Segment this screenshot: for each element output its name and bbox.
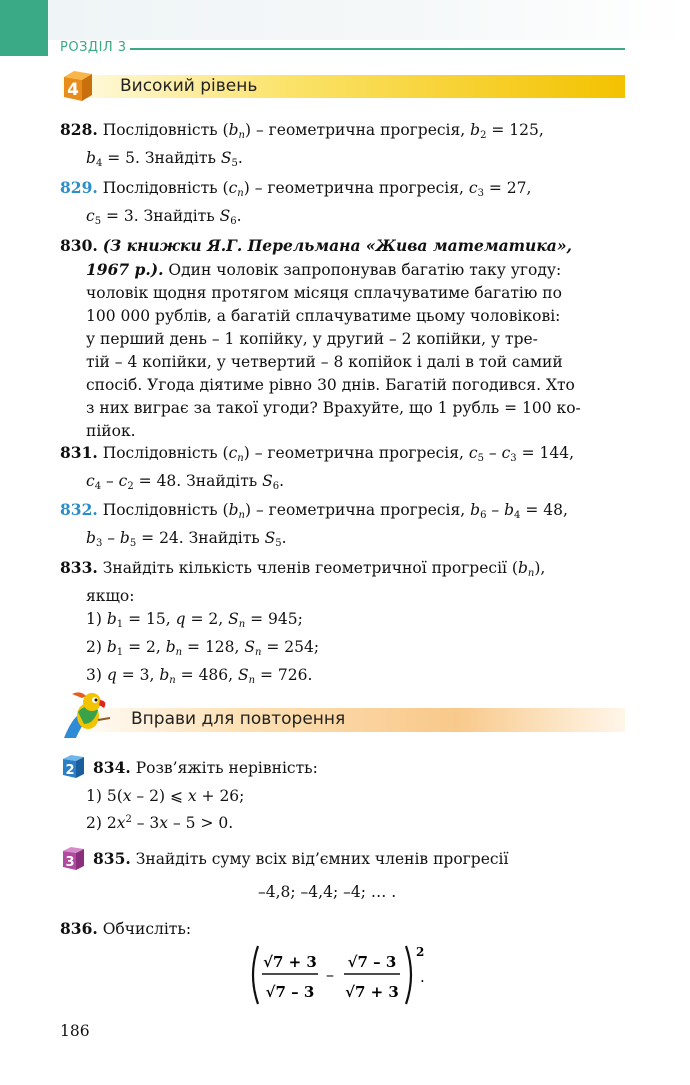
right-paren: [406, 946, 411, 1004]
problem-number: 835.: [93, 849, 131, 868]
level-3-cube-icon: [60, 845, 86, 871]
section-rule: [130, 48, 625, 50]
minus-sign: –: [326, 965, 334, 984]
problem-830: 830. (З книжки Я.Г. Перельмана «Жива математика», 1967 р.). Один чоловік запропонував багатію таку угоду: чоловік щодня протягом місяця сплачуватиме багатію по 100 000 рублів, а багатій сплачуватиме цьому чоловікові: у перший день – 1 копійку, у другий – 2 копійки, у тре- тій – 4 копійки, у четвертий – 8 копійок і далі в той самий спосіб. Угода діятиме рівно 30 днів. Багатій погодився. Хто з них виграє за такої угоди? Врахуйте, що 1 рубль = 100 ко- пійок.: [60, 236, 581, 440]
level-title: Високий рівень: [120, 76, 258, 96]
fraction-a-denominator: √7 – 3: [265, 983, 315, 1001]
level-number: 2: [65, 763, 75, 778]
problem-835-sequence: –4,8; –4,4; –4; … .: [258, 883, 397, 901]
problem-833: 833. Знайдіть кількість членів геометричної прогресії $(b_n)$, якщо: 1) $b_1 = 15$, q = 2, $S_n = 945$; 2) $b_1 = 2$, $b_n = 128$, $S_n = 254$; 3) q = 3, $b_n = 486$, $S_n = 726$.: [60, 558, 546, 686]
corner-color-block: [0, 0, 48, 56]
problem-number: 836.: [60, 919, 98, 938]
level-4-cube-icon: [60, 68, 94, 102]
formula-836: [248, 942, 448, 1008]
exponent: 2: [416, 945, 425, 959]
period: .: [420, 968, 425, 986]
level-number: 4: [67, 80, 79, 100]
level-2-cube-icon: [60, 753, 86, 779]
page-number: 186: [60, 1022, 90, 1040]
problem-828: 828. Послідовність $(b_n)$ – геометрична прогресія, $b_2 = 125$, $b_4 = 5$. Знайдіть $S_5$.: [60, 120, 544, 169]
problem-832: 832. Послідовність $(b_n)$ – геометрична прогресія, $b_6 - b_4 = 48$, $b_3 - b_5 = 24$. Знайдіть $S_5$.: [60, 500, 568, 549]
fraction-b-denominator: √7 + 3: [345, 983, 399, 1001]
repeat-title: Вправи для повторення: [131, 709, 346, 729]
level-number: 3: [65, 855, 75, 870]
problem-835: 835. Знайдіть суму всіх від’ємних членів прогресії: [93, 849, 509, 868]
problem-831: 831. Послідовність $(c_n)$ – геометрична прогресія, $c_5 - c_3 = 144$, $c_4 - c_2 = 48$. Знайдіть $S_6$.: [60, 443, 574, 492]
problem-number: 829.: [60, 178, 98, 197]
left-paren: [253, 946, 258, 1004]
fraction-a-numerator: √7 + 3: [263, 953, 317, 971]
problem-834: 834. Розв’яжіть нерівність:: [93, 758, 318, 777]
fraction-b-numerator: √7 – 3: [347, 953, 397, 971]
problem-number: 833.: [60, 558, 98, 577]
problem-834-items: 1) 5(x – 2) ⩽ x + 26; 2) $2x^2 - 3x - 5 > 0$.: [86, 787, 245, 832]
problem-number: 831.: [60, 443, 98, 462]
problem-number: 834.: [93, 758, 131, 777]
problem-number: 828.: [60, 120, 98, 139]
problem-number: 830.: [60, 236, 98, 255]
parrot-icon: [58, 688, 116, 740]
problem-836: 836. Обчисліть:: [60, 919, 192, 938]
problem-number: 832.: [60, 500, 98, 519]
top-band: [0, 0, 690, 40]
problem-829: 829. Послідовність $(c_n)$ – геометрична прогресія, $c_3 = 27$, $c_5 = 3$. Знайдіть $S_6$.: [60, 178, 532, 227]
section-label: РОЗДІЛ 3: [60, 40, 127, 55]
